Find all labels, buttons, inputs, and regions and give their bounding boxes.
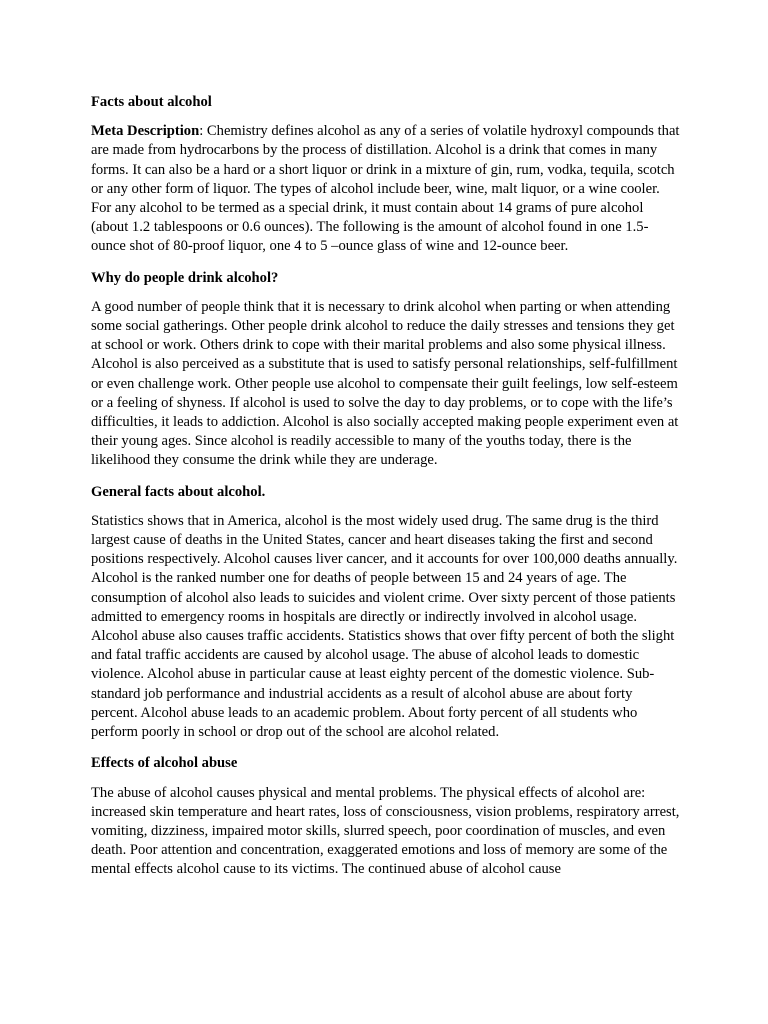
section-body-why-drink: A good number of people think that it is necessary to drink alcohol when parting or when attending some social gatherings. Other people drink alcohol to reduce the daily stresses and tensions they get at school or work. Others drink to cope with their marital problems and also some physical illness. Alcohol is also perceived as a substitute that is used to satisfy personal relationships, self-fulfillment or even challenge work. Other people use alcohol to compensate their guilt feelings, low self-esteem or a feeling of shyness. If alcohol is used to solve the day to day problems, or to cope with the life’s difficulties, it leads to addiction. Alcohol is also socially accepted making people experiment even at their young ages. Since alcohol is readily accessible to many of the youths today, there is the likelihood they consume the drink while they are underage. bbox=[91, 298, 679, 469]
meta-description-label: Meta Description bbox=[91, 123, 200, 140]
section-heading-general-facts: General facts about alcohol. bbox=[91, 483, 266, 500]
section-body-effects: The abuse of alcohol causes physical and mental problems. The physical effects of alcohol are: increased skin temperature and heart rates, loss of consciousness, vision problems, respiratory arrest, vomiting, dizziness, impaired motor skills, slurred speech, poor coordination of muscles, and even death. Poor attention and concentration, exaggerated emotions and loss of memory are some of the mental effects alcohol cause to its victims. The continued abuse of alcohol cause bbox=[91, 784, 680, 878]
meta-description-text: : Chemistry defines alcohol as any of a series of volatile hydroxyl compounds that are made from hydrocarbons by the process of distillation. Alcohol is a drink that comes in many forms. It can also be a hard or a short liquor or drink in a mixture of gin, rum, vodka, tequila, scotch or any other form of liquor. The types of alcohol include beer, wine, malt liquor, or a wine cooler. For any alcohol to be termed as a special drink, it must contain about 14 grams of pure alcohol (about 1.2 tablespoons or 0.6 ounces). The following is the amount of alcohol found in one 1.5-ounce shot of 80-proof liquor, one 4 to 5 –ounce glass of wine and 12-ounce beer. bbox=[91, 123, 680, 255]
section-body-general-facts: Statistics shows that in America, alcohol is the most widely used drug. The same drug is the third largest cause of deaths in the United States, cancer and heart diseases taking the first and second positions respectively. Alcohol causes liver cancer, and it accounts for over 100,000 deaths annually. Alcohol is the ranked number one for deaths of people between 15 and 24 years of age. The consumption of alcohol also leads to suicides and violent crime. Over sixty percent of those patients admitted to emergency rooms in hospitals are directly or indirectly involved in alcohol usage. Alcohol abuse also causes traffic accidents. Statistics shows that over fifty percent of both the slight and fatal traffic accidents are caused by alcohol usage. The abuse of alcohol leads to domestic violence. Alcohol abuse in particular cause at least eighty percent of the domestic violence. Sub-standard job performance and industrial accidents as a result of alcohol abuse are about forty percent. Alcohol abuse leads to an academic problem. About forty percent of all students who perform poorly in school or drop out of the school are alcohol related. bbox=[91, 512, 678, 741]
section-heading-effects: Effects of alcohol abuse bbox=[91, 755, 238, 772]
document-title: Facts about alcohol bbox=[91, 94, 212, 110]
meta-description-paragraph bbox=[91, 122, 680, 256]
section-heading-why-drink: Why do people drink alcohol? bbox=[91, 269, 279, 286]
